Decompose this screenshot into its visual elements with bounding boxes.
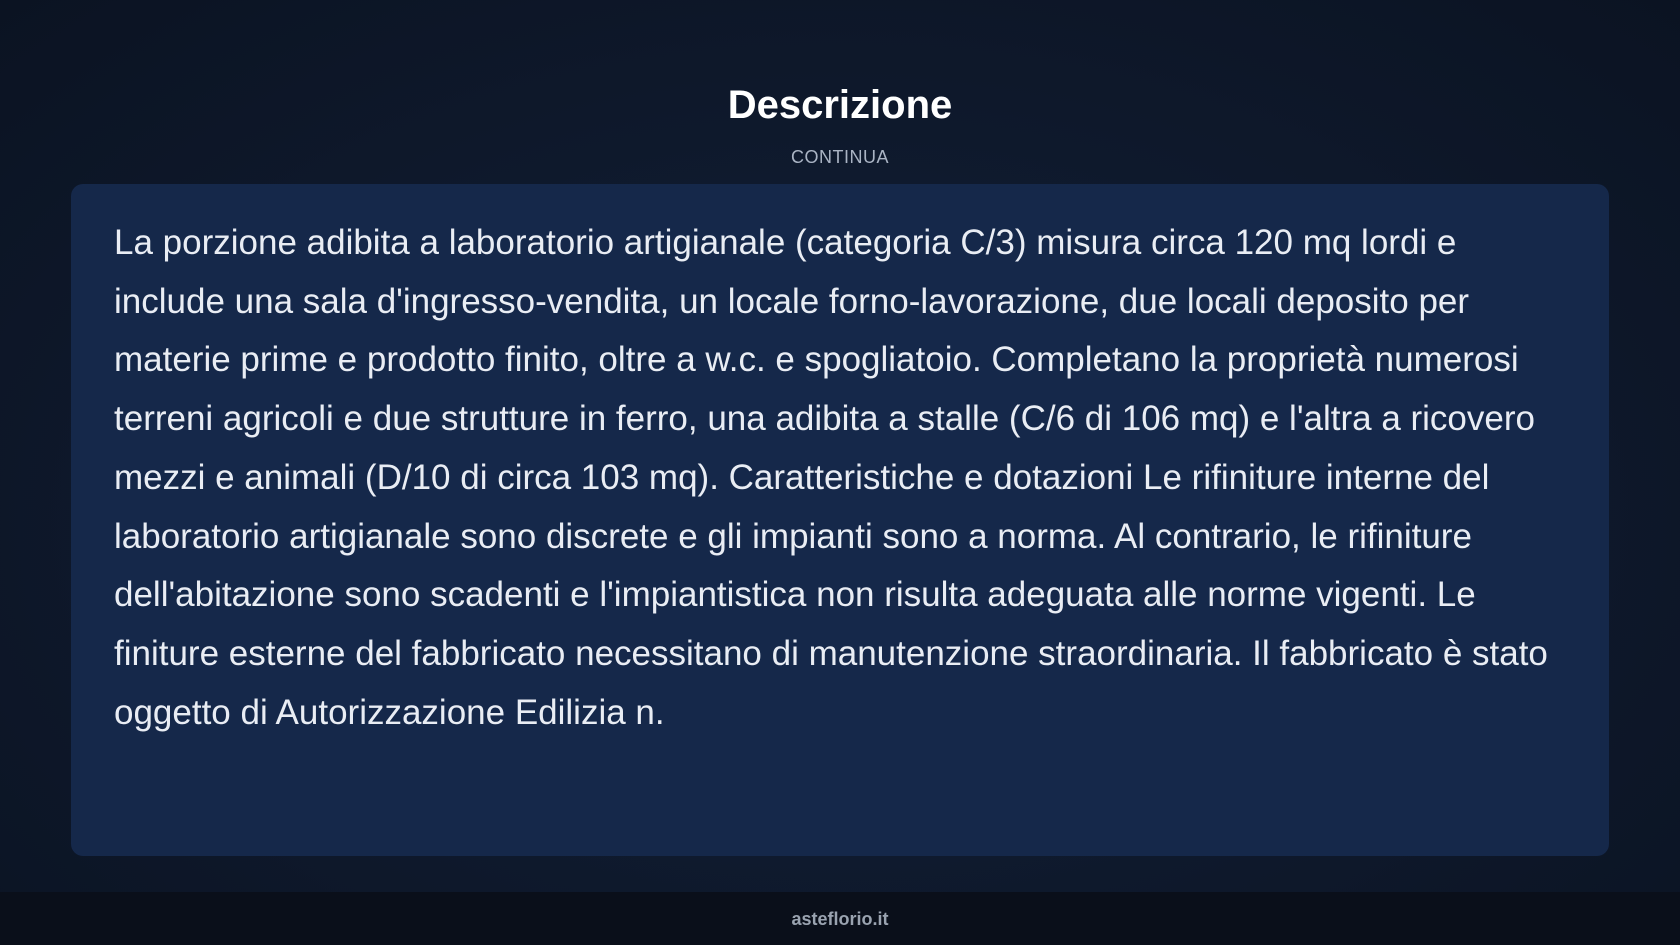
page-title: Descrizione — [727, 83, 953, 127]
footer-site-name: asteflorio.it — [791, 909, 889, 929]
footer-bar — [0, 892, 1680, 945]
description-card — [71, 184, 1609, 856]
page-subtitle: CONTINUA — [791, 147, 889, 167]
description-text: La porzione adibita a laboratorio artigianale (categoria C/3) misura circa 120 mq lordi e include una sala d'ingresso-vendita, un locale forno-lavorazione, due locali deposito per materie prime e prodotto finito, oltre a w.c. e spogliatoio. Completano la proprietà numerosi terreni agricoli e due strutture in ferro, una adibita a stalle (C/6 di 106 mq) e l'altra a ricovero mezzi e animali (D/10 di circa 103 mq). Caratteristiche e dotazioni Le rifiniture interne del laboratorio artigianale sono discrete e gli impianti sono a norma. Al contrario, le rifiniture dell'abitazione sono scadenti e l'impiantistica non risulta adeguata alle norme vigenti. Le finiture esterne del fabbricato necessitano di manutenzione straordinaria. Il fabbricato è stato oggetto di Autorizzazione Edilizia n. — [114, 223, 1548, 732]
